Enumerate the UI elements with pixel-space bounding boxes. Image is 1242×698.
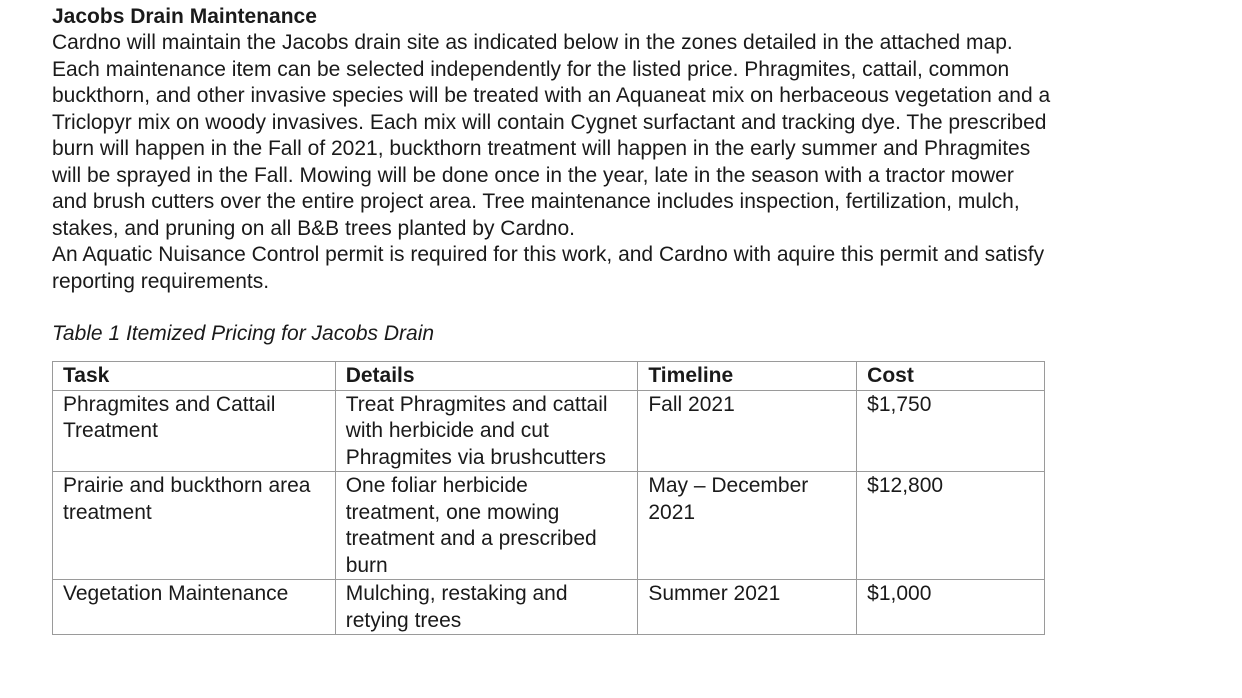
cell-details: Mulching, restaking and retying trees [335,580,638,635]
header-cost: Cost [857,362,1045,391]
table-caption: Table 1 Itemized Pricing for Jacobs Drain [52,322,435,345]
cell-timeline: Fall 2021 [638,390,857,472]
paragraph-maintenance-description: Cardno will maintain the Jacobs drain site as indicated below in the zones detailed in the attached map. Each maintenance item can be selected independently for the listed price. Phragmites, cattail, common buckthorn, and other invasive species will be treated with an Aquaneat mix on herbaceous vegetation and a Triclopyr mix on woody invasives. Each mix will contain Cygnet surfactant and tracking dye. The prescribed burn will happen in the Fall of 2021, buckthorn treatment will happen in the early summer and Phragmites will be sprayed in the Fall. Mowing will be done once in the year, late in the season with a tractor mower and brush cutters over the entire project area. Tree maintenance includes inspection, fertilization, mulch, stakes, and pruning on all B&B trees planted by Cardno. [52,31,1051,240]
section-heading: Jacobs Drain Maintenance [52,5,317,28]
header-details: Details [335,362,638,391]
intro-paragraph [52,30,1052,295]
cell-cost: $12,800 [857,472,1045,580]
table-header-row [53,362,1045,391]
cell-task: Phragmites and Cattail Treatment [53,390,336,472]
cell-task: Vegetation Maintenance [53,580,336,635]
cell-timeline: Summer 2021 [638,580,857,635]
cell-task: Prairie and buckthorn area treatment [53,472,336,580]
cell-cost: $1,000 [857,580,1045,635]
table-row [53,390,1045,472]
cell-details: Treat Phragmites and cattail with herbicide and cut Phragmites via brushcutters [335,390,638,472]
header-timeline: Timeline [638,362,857,391]
table-row [53,472,1045,580]
cell-cost: $1,750 [857,390,1045,472]
table-row [53,580,1045,635]
header-task: Task [53,362,336,391]
cell-details: One foliar herbicide treatment, one mowing treatment and a prescribed burn [335,472,638,580]
paragraph-permit: An Aquatic Nuisance Control permit is required for this work, and Cardno with aquire this permit and satisfy reporting requirements. [52,243,1045,293]
pricing-table [52,361,1045,635]
cell-timeline: May – December 2021 [638,472,857,580]
document-page [52,4,1052,635]
